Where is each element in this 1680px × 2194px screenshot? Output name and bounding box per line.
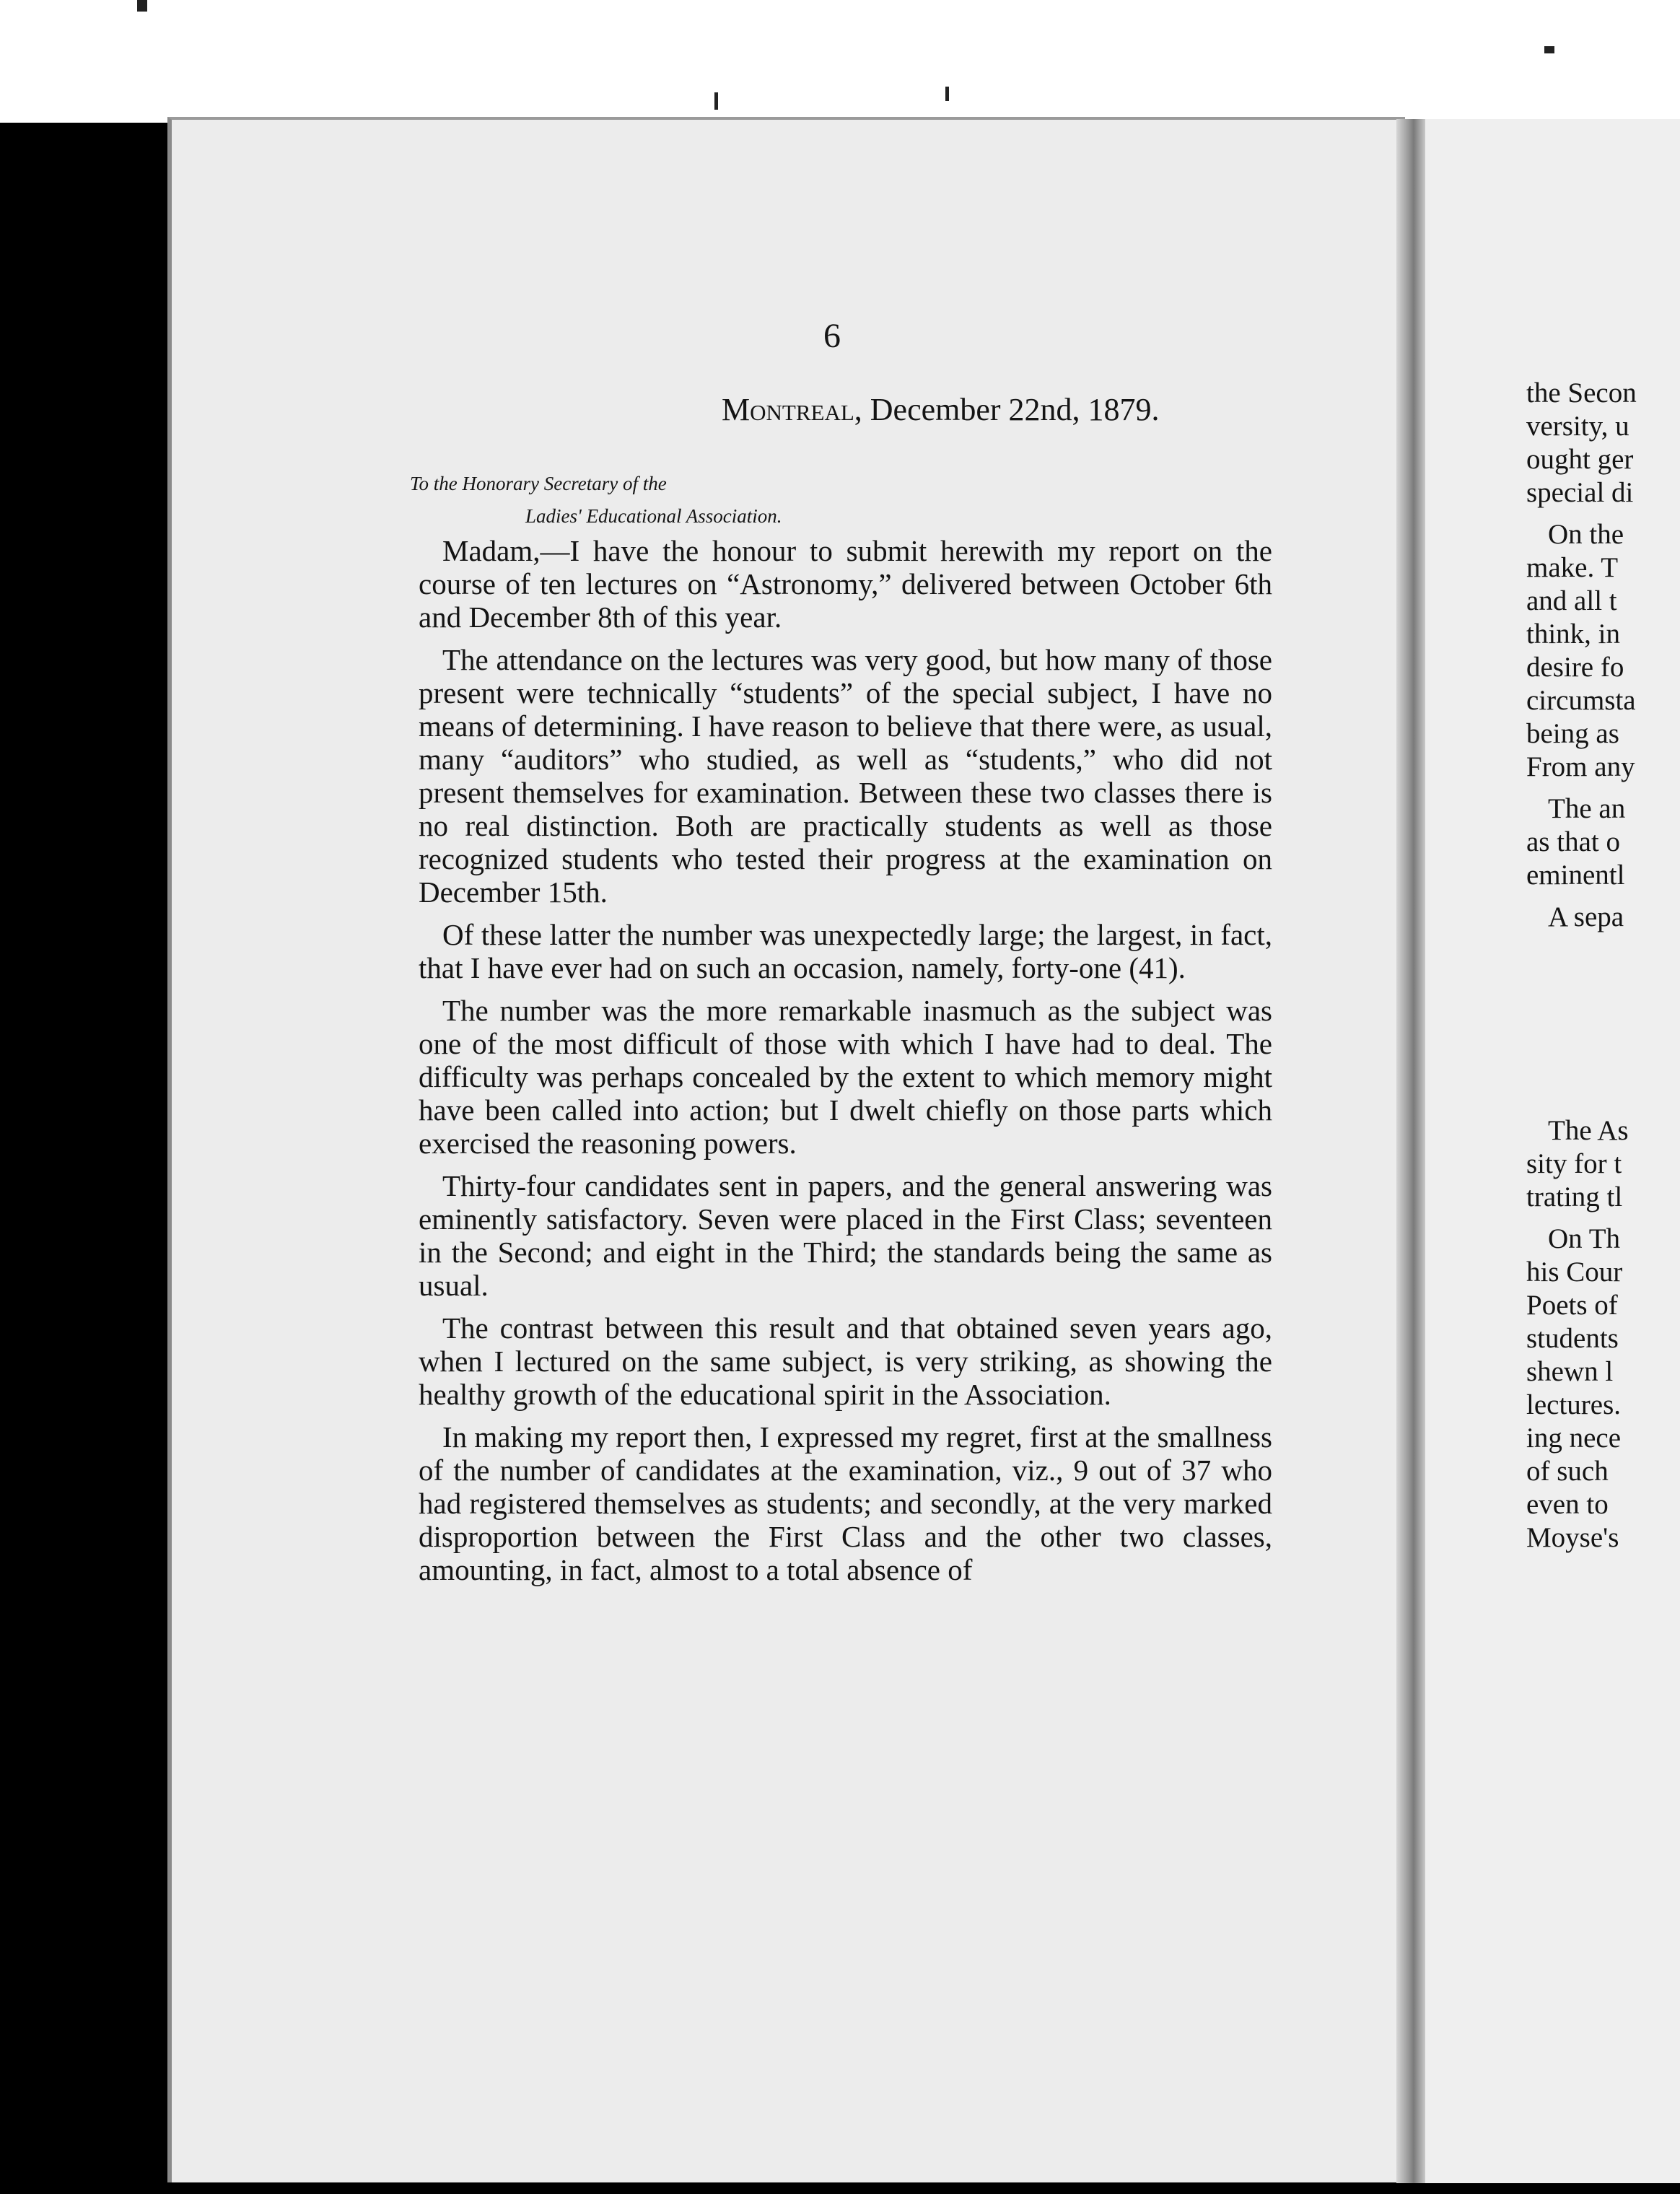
dateline (722, 391, 1160, 428)
letter-body (419, 534, 1272, 1596)
facing-page-line: circumsta (1526, 685, 1636, 716)
book-gutter (1396, 119, 1425, 2183)
facing-page-line: sity for t (1526, 1148, 1622, 1179)
facing-page-line: make. T (1526, 552, 1619, 583)
addressee (410, 468, 782, 533)
letter-paragraph: The attendance on the lectures was very good, but how many of those present were technically “students” of the special subject, I have no means of determining. I have reason to believe that there were, as usual, many “auditors” who studied, as well as “students,” who did not present themselves for examination. Between these two classes there is no real distinction. Both are practically students as well as those recognized students who tested their progress at the examination on December 15th. (419, 643, 1272, 909)
facing-page-line: shewn l (1526, 1356, 1614, 1387)
facing-page-line: think, in (1526, 619, 1621, 650)
letter-paragraph: In making my report then, I expressed my regret, first at the smallness of the number of candidates at the examination, viz., 9 out of 37 who had registered themselves as students; and secondly, at the very marked disproportion between the First Class and the other two classes, amounting, in fact, almost to a total absence of (419, 1420, 1272, 1586)
facing-page-line: the Secon (1526, 377, 1637, 408)
facing-page-line: From any (1526, 751, 1635, 782)
dateline-date: , December 22nd, 1879. (854, 392, 1160, 427)
facing-page-line: special di (1526, 477, 1634, 508)
page-number: 6 (823, 317, 841, 355)
facing-page-line: The an (1548, 793, 1626, 824)
facing-page-text (1526, 377, 1637, 1555)
scan-speck (714, 92, 718, 110)
facing-page-line: versity, u (1526, 411, 1629, 442)
facing-page-line: eminentl (1526, 860, 1625, 891)
facing-page-line: desire fo (1526, 652, 1624, 683)
addressee-line: To the Honorary Secretary of the (410, 473, 667, 494)
facing-page-line: of such (1526, 1456, 1609, 1487)
dateline-city: Montreal (722, 392, 854, 427)
facing-page-line: and all t (1526, 585, 1617, 616)
scan-speck (945, 87, 949, 101)
facing-page-line: Moyse's (1526, 1522, 1619, 1553)
facing-page-line: lectures. (1526, 1389, 1622, 1420)
addressee-line: Ladies' Educational Association. (525, 505, 782, 527)
facing-page-line: being as (1526, 718, 1619, 749)
facing-page-line: even to (1526, 1489, 1609, 1520)
facing-page-line: On the (1548, 519, 1624, 550)
letter-paragraph: The number was the more remarkable inasmuch as the subject was one of the most difficult of those with which I have had to deal. The difficulty was perhaps concealed by the extent to which memory might have been called into action; but I dwelt chiefly on those parts which exercised the reasoning powers. (419, 994, 1272, 1160)
facing-page-line: On Th (1548, 1223, 1621, 1254)
facing-page-line: The As (1548, 1115, 1629, 1146)
letter-paragraph: Of these latter the number was unexpectedly large; the largest, in fact, that I have ever had on such an occasion, namely, forty-one (41). (419, 918, 1272, 984)
facing-page-line: ought ger (1526, 444, 1634, 475)
facing-page-line: Poets of (1526, 1290, 1618, 1321)
letter-paragraph: Thirty-four candidates sent in papers, and the general answering was eminently satisfactory. Seven were placed in the First Class; seventeen in the Second; and eight in the Third; the standards being the same as usual. (419, 1169, 1272, 1302)
facing-page-line: A sepa (1548, 901, 1624, 932)
letter-paragraph: Madam,—I have the honour to submit herewith my report on the course of ten lectures on “Astronomy,” delivered between October 6th and December 8th of this year. (419, 534, 1272, 634)
facing-page-line: as that o (1526, 826, 1620, 857)
facing-page-line: students (1526, 1323, 1619, 1354)
facing-page-line: his Cour (1526, 1256, 1623, 1288)
scan-speck (137, 0, 147, 12)
facing-page-line: ing nece (1526, 1422, 1622, 1454)
scan-background-top (0, 0, 1680, 123)
facing-page-line: trating tl (1526, 1181, 1623, 1212)
letter-paragraph: The contrast between this result and that obtained seven years ago, when I lectured on the same subject, is very striking, as showing the healthy growth of the educational spirit in the Association. (419, 1311, 1272, 1411)
scan-speck (1544, 46, 1554, 53)
